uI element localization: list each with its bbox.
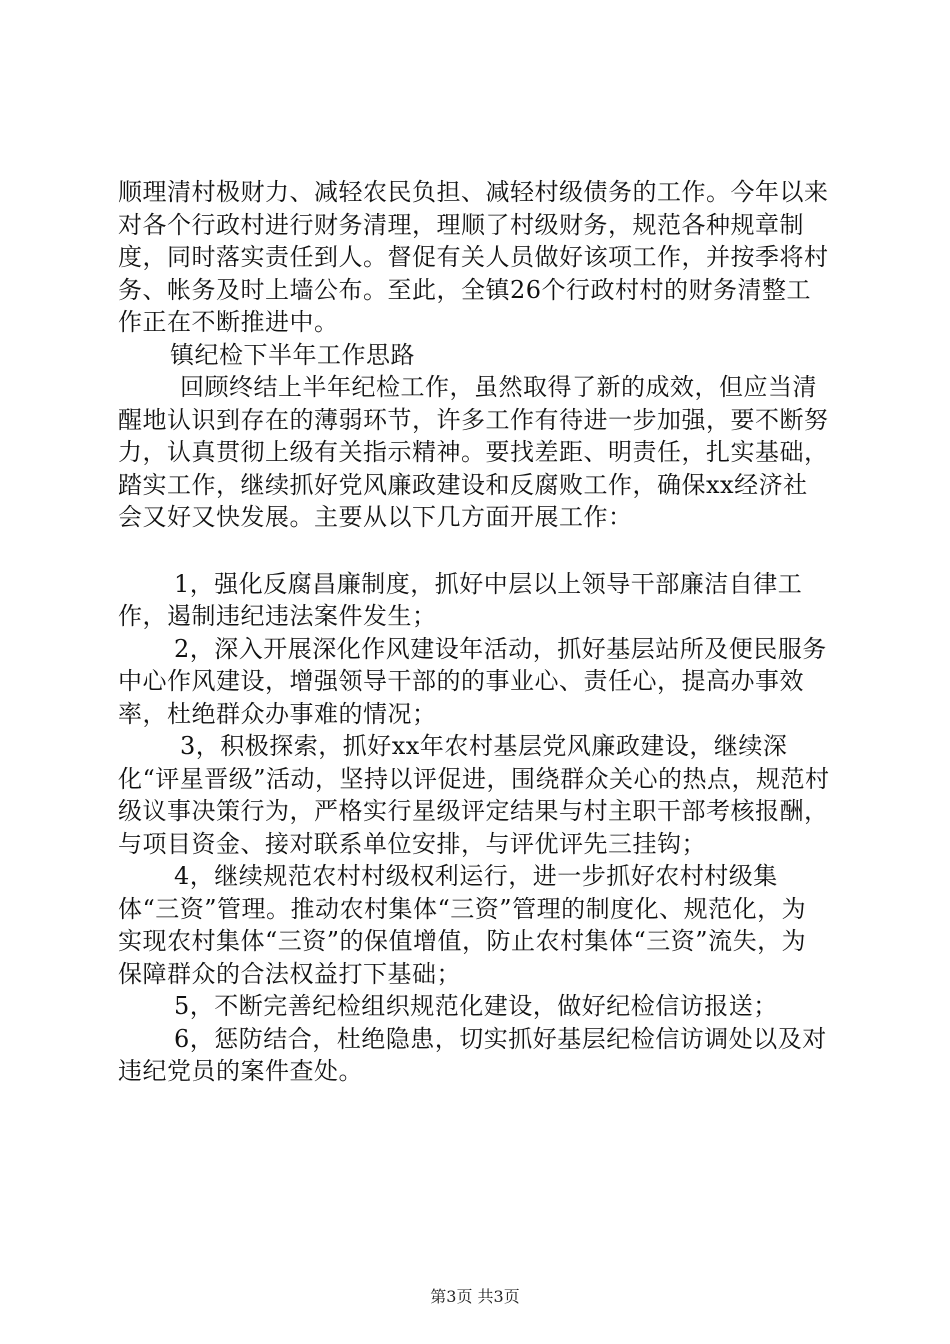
- paragraph-finance-cleanup: 顺理清村极财力、减轻农民负担、减轻村级债务的工作。今年以来对各个行政村进行财务清理，理顺了村级财务，规范各种规章制度，同时落实责任到人。督促有关人员做好该项工作，并按季将村务、帐务及时上墙公布。至此，全镇26个行政村村的财务清整工作正在不断推进中。: [118, 178, 829, 336]
- list-item-5: 5，不断完善纪检组织规范化建设，做好纪检信访报送；: [174, 992, 778, 1020]
- list-item-3: 3，积极探索，抓好xx年农村基层党风廉政建设，继续深化“评星晋级”活动，坚持以评促进，围绕群众关心的热点，规范村级议事决策行为，严格实行星级评定结果与村主职干部考核报酬，与项目资金、接对联系单位安排，与评优评先三挂钩；: [118, 732, 830, 858]
- paragraph-review: 回顾终结上半年纪检工作，虽然取得了新的成效，但应当清醒地认识到存在的薄弱环节，许多工作有待进一步加强，要不断努力，认真贯彻上级有关指示精神。要找差距、明责任，扎实基础，踏实工作，继续抓好党风廉政建设和反腐败工作，确保xx经济社会又好又快发展。主要从以下几方面开展工作：: [118, 373, 829, 531]
- paragraph-spacer: [118, 534, 830, 568]
- list-item-6: 6，惩防结合，杜绝隐患，切实抓好基层纪检信访调处以及对违纪党员的案件查处。: [118, 1024, 827, 1085]
- list-item-4: 4，继续规范农村村级权利运行，进一步抓好农村村级集体“三资”管理。推动农村集体“三资”管理的制度化、规范化，为实现农村集体“三资”的保值增值，防止农村集体“三资”流失，为保障群众的合法权益打下基础；: [118, 862, 807, 988]
- section-heading: 镇纪检下半年工作思路: [170, 340, 415, 369]
- page-footer: 第3页 共3页: [430, 1287, 520, 1306]
- list-item-2: 2，深入开展深化作风建设年活动，抓好基层站所及便民服务中心作风建设，增强领导干部的的事业心、责任心，提高办事效率，杜绝群众办事难的情况；: [118, 634, 827, 728]
- list-item-1: 1，强化反腐昌廉制度，抓好中层以上领导干部廉洁自律工作，遏制违纪违法案件发生；: [118, 569, 803, 630]
- document-body: [118, 176, 830, 1088]
